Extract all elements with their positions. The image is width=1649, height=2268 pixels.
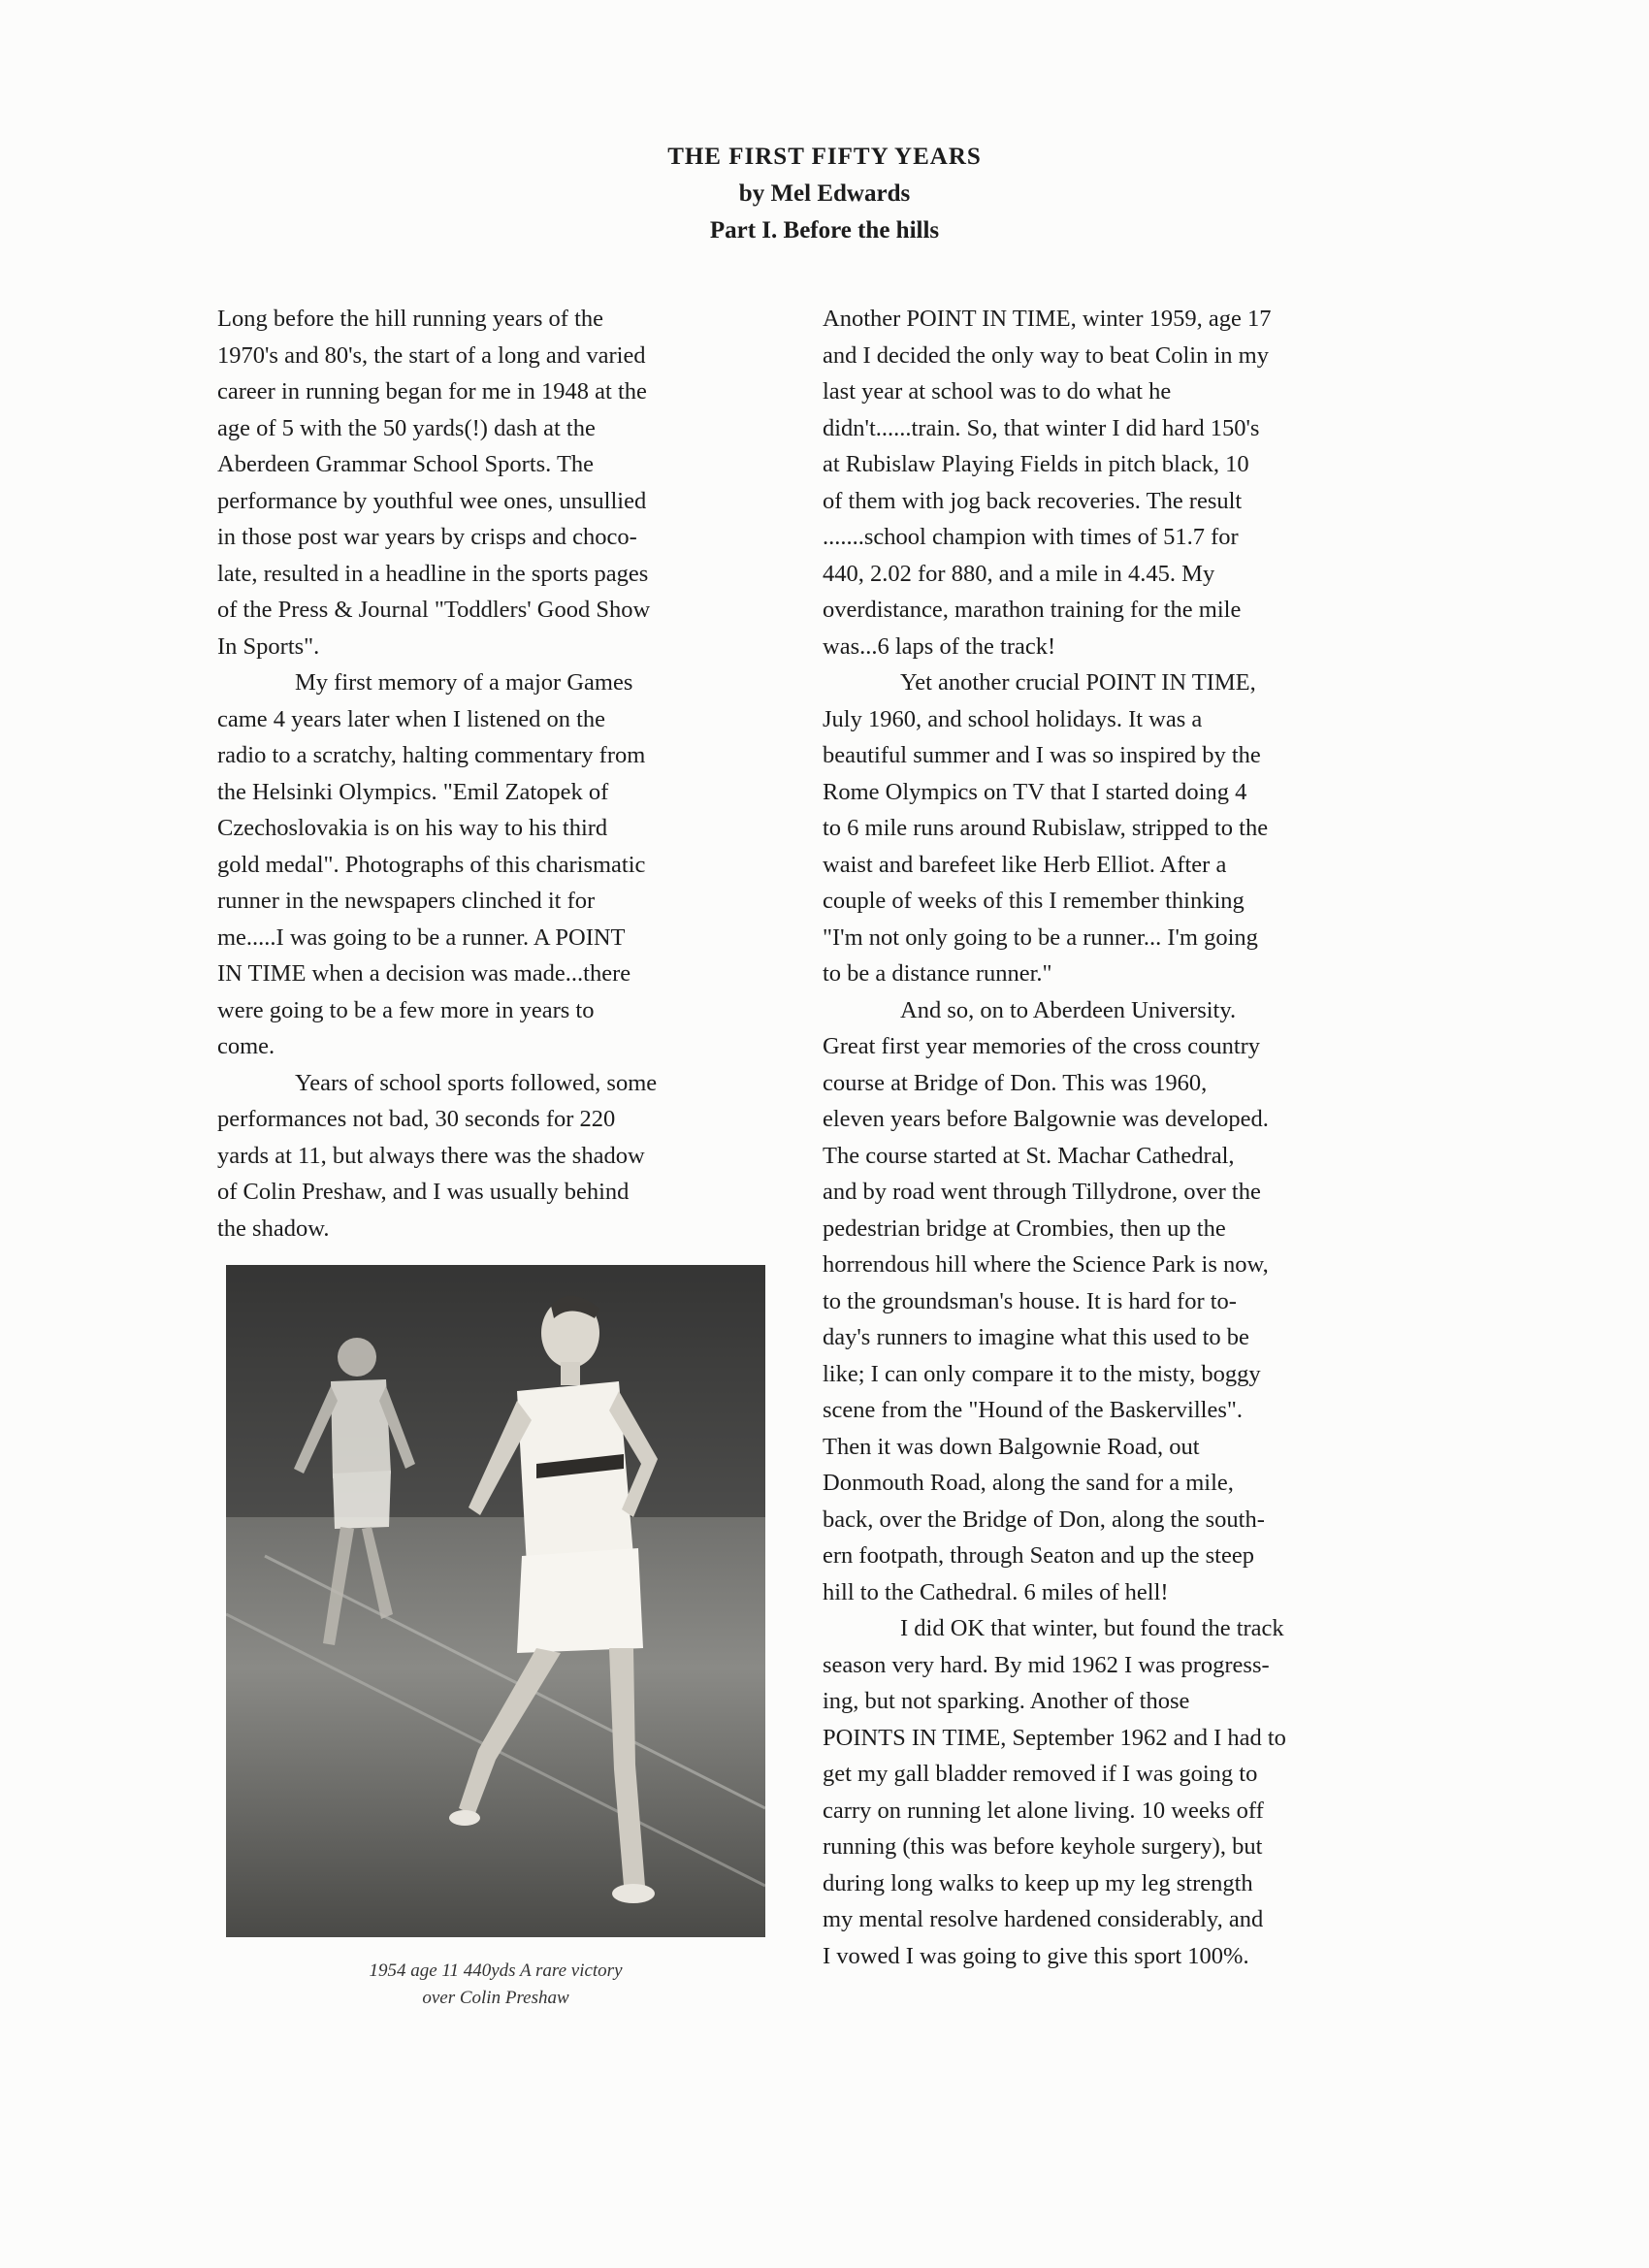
paragraph: I did OK that winter, but found the track season very hard. By mid 1962 I was progress- ing, but not sparking. Another of those POINTS IN TIME, September 1962 and I had to get my gall bladder removed if I was going to carry on running let alone living. 10 weeks off running (this was before keyhole surgery), but during long walks to keep up my leg strength my mental resolve hardened considerably, and I vowed I was going to give this sport 100%. <box>823 1615 1286 1969</box>
runners-photo-illustration <box>226 1265 765 1937</box>
article-part-heading: Part I. Before the hills <box>709 217 940 243</box>
paragraph: And so, on to Aberdeen University. Great first year memories of the cross country course at Bridge of Don. This was 1960, eleven years before Balgownie was developed. The course started at St. Machar Cathedral, and by road went through Tillydrone, over the pedestrian bridge at Crombies, then up the horrendous hill where the Science Park is now, to the groundsman's house. It is hard for to- day's runners to imagine what this used to be like; I can only compare it to the misty, boggy scene from the "Hound of the Baskervilles". Then it was down Balgownie Road, out Donmouth Road, along the sand for a mile, back, over the Bridge of Don, along the south- ern footpath, through Seaton and up the steep hill to the Cathedral. 6 miles of hell! <box>823 996 1269 1605</box>
paragraph: Another POINT IN TIME, winter 1959, age 17 and I decided the only way to beat Colin in my last year at school was to do what he didn't......train. So, that winter I did hard 150's at Rubislaw Playing Fields in pitch black, 10 of them with jog back recoveries. The result .......school champion with times of 51.7 for 440, 2.02 for 880, and a mile in 4.45. My overdistance, marathon training for the mile was...6 laps of the track! <box>823 306 1272 660</box>
paragraph: Years of school sports followed, some performances not bad, 30 seconds for 220 yards at 11, but always there was the shadow of Colin Preshaw, and I was usually behind the shadow. <box>217 1069 658 1242</box>
article-title: THE FIRST FIFTY YEARS <box>667 144 982 170</box>
paragraph: Yet another crucial POINT IN TIME, July 1960, and school holidays. It was a beautiful summer and I was so inspired by the Rome Olympics on TV that I started doing 4 to 6 mile runs around Rubislaw, stripped to the waist and barefeet like Herb Elliot. After a couple of weeks of this I remember thinking "I'm not only going to be a runner... I'm going to be a distance runner." <box>823 669 1269 987</box>
left-column <box>217 301 785 1247</box>
article-header <box>0 139 1649 249</box>
right-column <box>823 301 1416 1974</box>
article-byline: by Mel Edwards <box>738 180 911 207</box>
photo-caption <box>226 1958 765 2012</box>
photo-caption-text: 1954 age 11 440yds A rare victory over Colin Preshaw <box>369 1960 623 2008</box>
paragraph: My first memory of a major Games came 4 years later when I listened on the radio to a scratchy, halting commentary from the Helsinki Olympics. "Emil Zatopek of Czechoslovakia is on his way to his third gold medal". Photographs of this charismatic runner in the newspapers clinched it for me.....I was going to be a runner. A POINT IN TIME when a decision was made...there were going to be a few more in years to come. <box>217 669 646 1059</box>
runners-photo <box>226 1265 765 1937</box>
paragraph: Long before the hill running years of the 1970's and 80's, the start of a long and varied career in running began for me in 1948 at the age of 5 with the 50 yards(!) dash at the Aberdeen Grammar School Sports. The performance by youthful wee ones, unsullied in those post war years by crisps and choco- late, resulted in a headline in the sports pages of the Press & Journal "Toddlers' Good Show In Sports". <box>217 306 651 660</box>
